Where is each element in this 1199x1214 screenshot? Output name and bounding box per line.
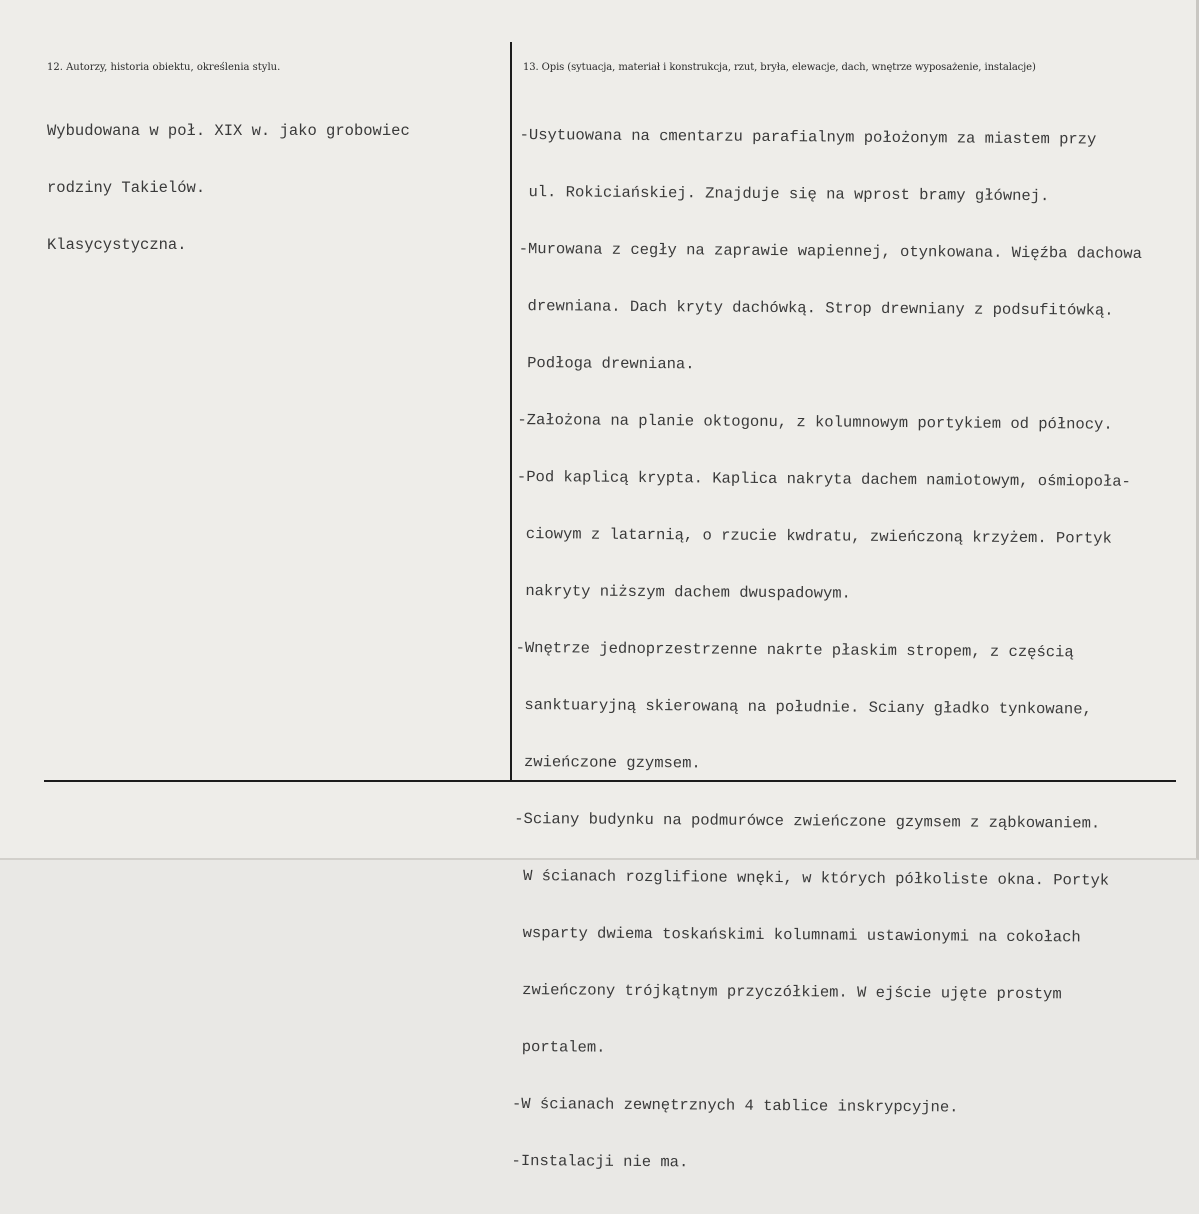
text-line: Klasycystyczna.	[47, 236, 187, 254]
text-line: Wybudowana w poł. XIX w. jako grobowiec	[47, 122, 410, 140]
text-line: W ścianach rozglifione wnęki, w których półkoliste okna. Portyk	[513, 866, 1110, 890]
text-line: ciowym z latarnią, o rzucie kwdratu, zwieńczoną krzyżem. Portyk	[516, 524, 1112, 548]
text-line: ul. Rokiciańskiej. Znajduje się na wprost bramy głównej.	[519, 182, 1050, 206]
text-line: -Murowana z cegły na zaprawie wapiennej, otynkowana. Więźba dachowa	[518, 239, 1142, 263]
text-line: Podłoga drewniana.	[517, 353, 695, 374]
text-line: portalem.	[512, 1037, 606, 1057]
text-line: -Pod kaplicą krypta. Kaplica nakryta dachem namiotowym, ośmiopoła-	[516, 467, 1131, 491]
text-line: drewniana. Dach kryty dachówką. Strop drewniany z podsufitówką.	[518, 296, 1114, 320]
text-line: zwieńczony trójkątnym przyczółkiem. W ejście ujęte prostym	[512, 980, 1062, 1004]
text-line: -W ścianach zewnętrznych 4 tablice inskrypcyjne.	[511, 1094, 959, 1117]
text-line: zwieńczone gzymsem.	[514, 752, 701, 773]
text-line: -Założona na planie oktogonu, z kolumnowym portykiem od północy.	[517, 410, 1113, 434]
section-12-text	[47, 84, 410, 293]
text-line: -Wnętrze jednoprzestrzenne nakrte płaskim stropem, z częścią	[515, 638, 1074, 662]
section-13-text	[511, 88, 1143, 1214]
text-line: nakryty niższym dachem dwuspadowym.	[515, 581, 851, 603]
text-line: sanktuaryjną skierowaną na południe. Sciany gładko tynkowane,	[515, 695, 1092, 719]
text-line: -Usytuowana na cmentarzu parafialnym położonym za miastem przy	[519, 125, 1097, 149]
text-line: -Instalacji nie ma.	[511, 1151, 689, 1172]
text-line: -Sciany budynku na podmurówce zwieńczone gzymsem z ząbkowaniem.	[514, 809, 1101, 833]
vertical-divider	[510, 42, 512, 782]
text-line: wsparty dwiema toskańskimi kolumnami ustawionymi na cokołach	[513, 923, 1081, 947]
text-line: rodziny Takielów.	[47, 179, 206, 197]
section-13-heading: 13. Opis (sytuacja, materiał i konstrukcja, rzut, bryła, elewacje, dach, wnętrze wyposażenie, instalacje)	[523, 62, 1036, 73]
section-12-heading: 12. Autorzy, historia obiektu, określenia stylu.	[47, 62, 281, 73]
